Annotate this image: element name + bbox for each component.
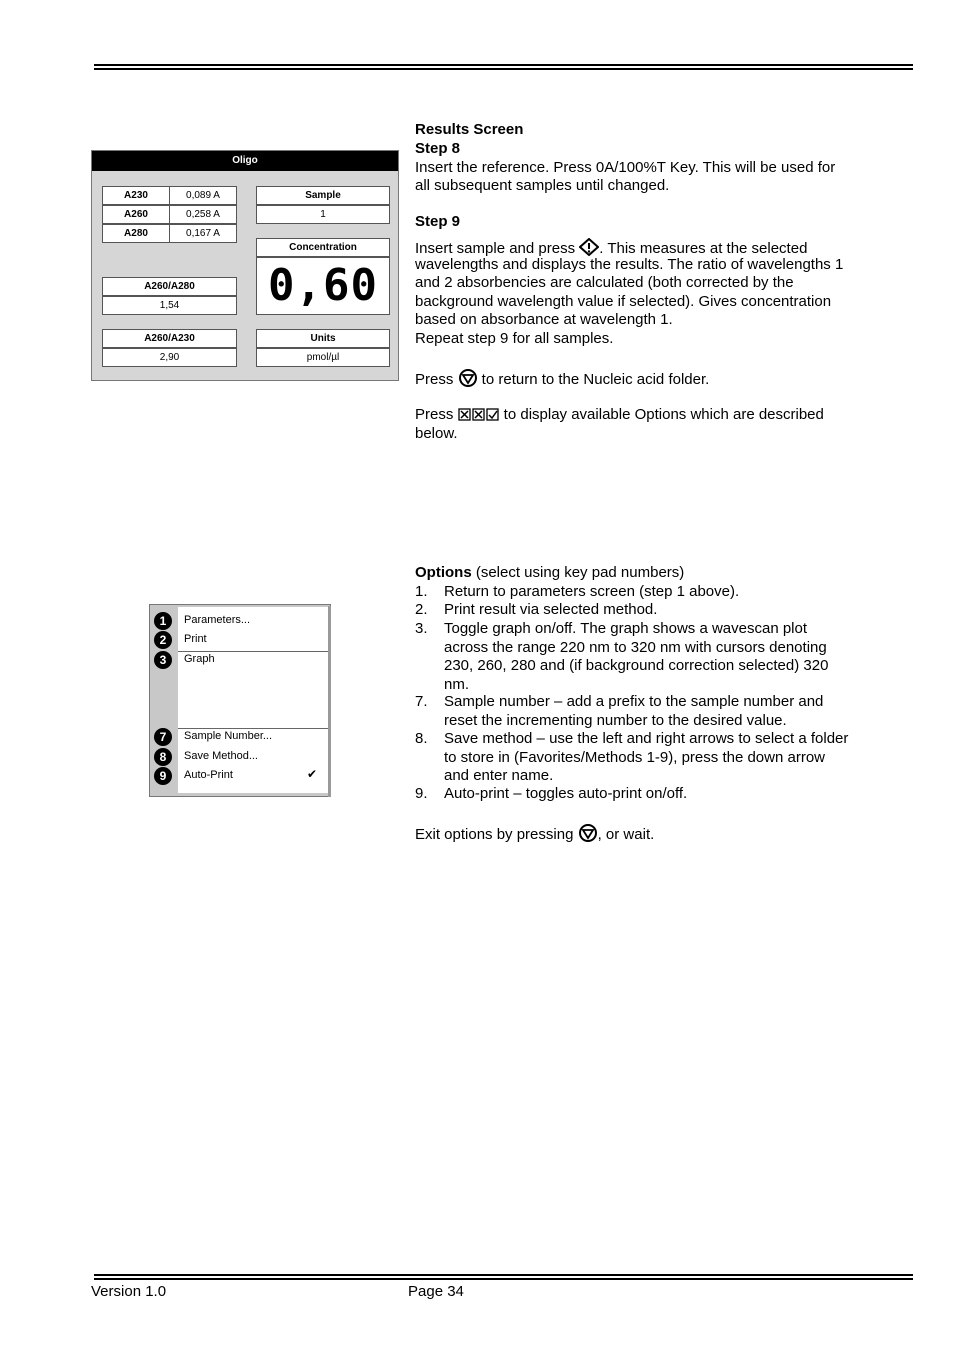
ratio-a260-a280-value: 1,54 [102,296,237,315]
menu-item-auto-print[interactable]: Auto-Print [184,769,233,781]
menu-num-2-icon: 2 [154,631,172,649]
options-heading: Options (select using key pad numbers) [415,564,685,581]
footer-version: Version 1.0 [91,1283,167,1300]
step8-body-2: all subsequent samples until changed. [415,177,670,194]
a230-label: A230 [102,186,170,205]
list-item: Auto-print – toggles auto-print on/off. [444,785,688,802]
list-number: 9. [415,785,428,802]
step8-heading: Step 8 [415,140,461,157]
a280-value: 0,167 A [169,224,237,243]
menu-item-save-method[interactable]: Save Method... [184,750,258,762]
sample-value: 1 [256,205,390,224]
menu-item-sample-number[interactable]: Sample Number... [184,730,273,742]
list-number: 7. [415,693,428,710]
step9-heading: Step 9 [415,213,461,230]
list-number: 2. [415,601,428,618]
menu-num-7-icon: 7 [154,728,172,746]
menu-divider [178,728,328,729]
press-options-line: Press to display available Options which are described [415,406,885,428]
concentration-value: 0,60 [256,257,390,315]
a230-value: 0,089 A [169,186,237,205]
footer-page-number: Page 34 [408,1283,464,1300]
options-menu [149,604,331,797]
list-number: 1. [415,583,428,600]
step9-line-4: background wavelength value if selected). Gives concentration [415,293,832,310]
list-number: 8. [415,730,428,747]
step9-line-1: Insert sample and press . This measures at the selected [415,238,885,262]
units-value: pmol/µl [256,348,390,367]
menu-item-graph[interactable]: Graph [184,653,215,665]
repeat-note: Repeat step 9 for all samples. [415,330,614,347]
footer-rule [94,1274,913,1280]
ratio-a260-a230-value: 2,90 [102,348,237,367]
ratio-a260-a280-label: A260/A280 [102,277,237,296]
list-item: Print result via selected method. [444,601,658,618]
screen-title: Oligo [92,151,398,171]
menu-num-3-icon: 3 [154,651,172,669]
results-heading: Results Screen [415,121,524,138]
a260-value: 0,258 A [169,205,237,224]
press-return-line: Press to return to the Nucleic acid folder. [415,369,885,393]
header-rule [94,64,913,70]
stop-circle-icon [578,824,598,848]
a260-label: A260 [102,205,170,224]
list-item: Save method – use the left and right arrows to select a folder to store in (Favorites/Methods 1-9), press the down arrow and enter name. [444,730,849,784]
concentration-label: Concentration [256,238,390,257]
step9-line-3: and 2 absorbencies are calculated (both corrected by the [415,274,794,291]
menu-divider [178,651,328,652]
press-options-line-2: below. [415,425,458,442]
list-number: 3. [415,620,428,637]
step9-line-2: wavelengths and displays the results. The ratio of wavelengths 1 [415,256,844,273]
list-item: Toggle graph on/off. The graph shows a wavescan plot across the range 220 nm to 320 nm with cursors denoting 230, 260, 280 and (if background correction selected) 320 nm. [444,620,829,693]
step8-body-1: Insert the reference. Press 0A/100%T Key. This will be used for [415,159,836,176]
menu-num-8-icon: 8 [154,748,172,766]
units-label: Units [256,329,390,348]
a280-label: A280 [102,224,170,243]
checkmark-icon: ✔ [307,767,318,781]
menu-num-9-icon: 9 [154,767,172,785]
list-item: Return to parameters screen (step 1 above). [444,583,740,600]
menu-shadow [328,606,331,797]
exit-options-line: Exit options by pressing , or wait. [415,824,885,848]
list-item: Sample number – add a prefix to the sample number and reset the incrementing number to the desired value. [444,693,824,729]
results-screen [91,150,399,381]
step9-line-5: based on absorbance at wavelength 1. [415,311,673,328]
menu-item-print[interactable]: Print [184,633,207,645]
ratio-a260-a230-label: A260/A230 [102,329,237,348]
stop-circle-icon [458,369,478,393]
menu-num-1-icon: 1 [154,612,172,630]
menu-item-parameters[interactable]: Parameters... [184,614,251,626]
sample-label: Sample [256,186,390,205]
